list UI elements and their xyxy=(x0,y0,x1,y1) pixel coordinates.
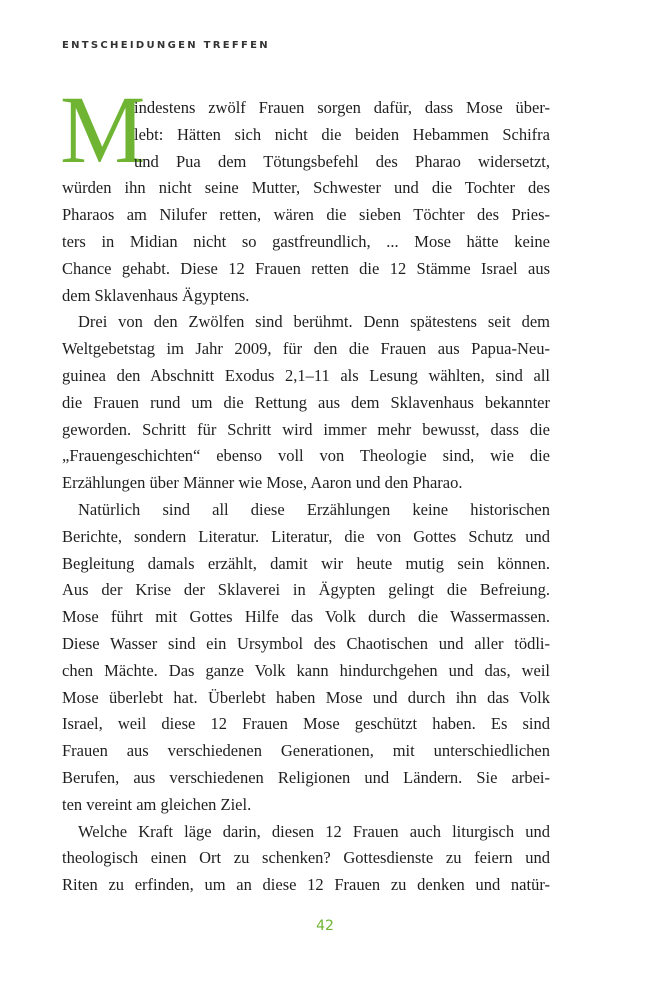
text-line: die Frauen rund um die Rettung aus dem Sklavenhaus bekannter xyxy=(62,392,550,412)
text-line: Riten zu erfinden, um an diese 12 Frauen zu denken und natür- xyxy=(62,875,550,895)
text-line: Frauen aus verschiedenen Generationen, mit unterschiedlichen xyxy=(62,741,550,761)
text-line: chen Mächte. Das ganze Volk kann hindurchgehen und das, weil xyxy=(62,660,550,680)
text-line: ten vereint am gleichen Ziel. xyxy=(62,794,252,814)
text-line: „Frauengeschichten“ ebenso voll von Theologie sind, wie die xyxy=(62,446,550,466)
text-line: Israel, weil diese 12 Frauen Mose geschützt haben. Es sind xyxy=(62,714,550,734)
text-line: Berichte, sondern Literatur. Literatur, die von Gottes Schutz und xyxy=(62,526,550,546)
text-line: Drei von den Zwölfen sind berühmt. Denn spätestens seit dem xyxy=(78,312,550,332)
text-line: Berufen, aus verschiedenen Religionen und Ländern. Sie arbei- xyxy=(62,767,550,787)
drop-cap: M xyxy=(60,76,146,183)
text-line: Erzählungen über Männer wie Mose, Aaron und den Pharao. xyxy=(62,473,463,493)
text-line: ters in Midian nicht so gastfreundlich, ... Mose hätte keine xyxy=(62,231,550,251)
text-line: indestens zwölf Frauen sorgen dafür, dass Mose über- xyxy=(134,98,550,117)
text-line: Welche Kraft läge darin, diesen 12 Frauen auch liturgisch und xyxy=(78,821,550,841)
text-line: würden ihn nicht seine Mutter, Schwester und die Tochter des xyxy=(62,178,550,198)
text-line: Weltgebetstag im Jahr 2009, für den die Frauen aus Papua-Neu- xyxy=(62,339,550,359)
text-line: lebt: Hätten sich nicht die beiden Hebammen Schifra xyxy=(134,124,550,144)
page-number: 42 xyxy=(316,918,334,934)
text-line: Mose überlebt hat. Überlebt haben Mose und durch ihn das Volk xyxy=(62,687,550,707)
text-line: geworden. Schritt für Schritt wird immer mehr bewusst, dass die xyxy=(62,419,550,439)
text-line: dem Sklavenhaus Ägyptens. xyxy=(62,285,250,305)
text-line: theologisch einen Ort zu schenken? Gottesdienste zu feiern und xyxy=(62,848,550,868)
text-line: Chance gehabt. Diese 12 Frauen retten die 12 Stämme Israel aus xyxy=(62,258,550,278)
running-head: ENTSCHEIDUNGEN TREFFEN xyxy=(62,40,270,51)
text-line: guinea den Abschnitt Exodus 2,1–11 als Lesung wählten, sind all xyxy=(62,365,550,385)
text-line: Begleitung damals erzählt, damit wir heute mutig sein können. xyxy=(62,553,550,573)
text-line: Aus der Krise der Sklaverei in Ägypten gelingt die Befreiung. xyxy=(62,580,550,600)
body-text xyxy=(62,95,550,899)
text-line: Natürlich sind all diese Erzählungen keine historischen xyxy=(78,499,550,519)
text-line: und Pua dem Tötungsbefehl des Pharao widersetzt, xyxy=(134,151,550,171)
text-line: Pharaos am Nilufer retten, wären die sieben Töchter des Pries- xyxy=(62,205,550,225)
text-line: Diese Wasser sind ein Ursymbol des Chaotischen und aller tödli- xyxy=(62,633,550,653)
text-line: Mose führt mit Gottes Hilfe das Volk durch die Wassermassen. xyxy=(62,607,550,627)
